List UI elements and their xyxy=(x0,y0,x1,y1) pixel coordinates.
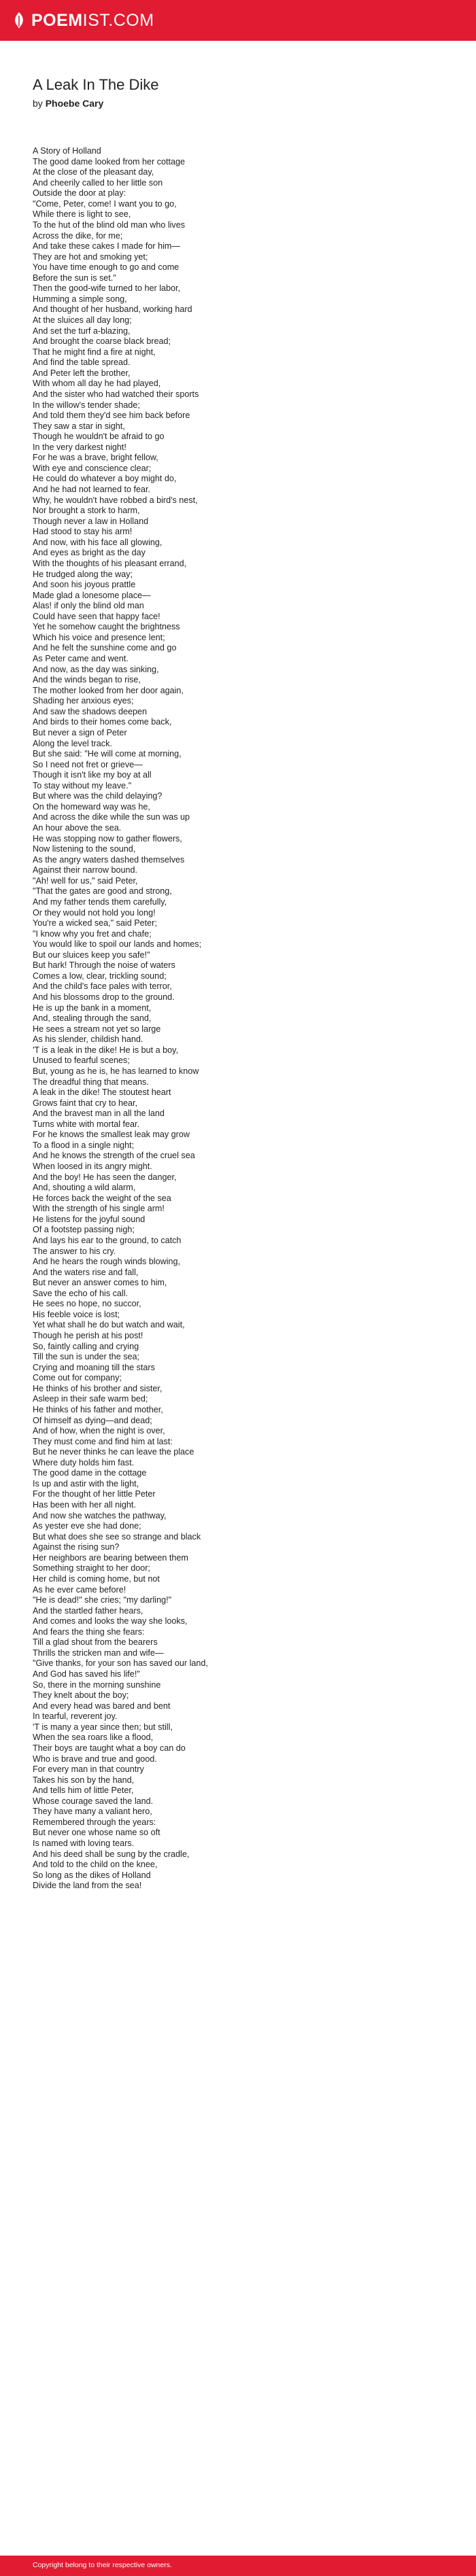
poem-line: Save the echo of his call. xyxy=(33,1288,129,1298)
poem-line: Is up and astir with the light, xyxy=(33,1478,139,1489)
poem-line: With eye and conscience clear; xyxy=(33,463,152,473)
poem-line: In the very darkest night! xyxy=(33,442,126,452)
poem-line: That he might find a fire at night, xyxy=(33,347,156,357)
poem-line: And told them they'd see him back before xyxy=(33,411,190,421)
poem-line: The good dame in the cottage xyxy=(33,1468,147,1478)
poem-line: Come out for company; xyxy=(33,1373,122,1383)
poem-line: On the homeward way was he, xyxy=(33,801,150,812)
poem-line: And lays his ear to the ground, to catch xyxy=(33,1235,182,1245)
poem-line: To a flood in a single night; xyxy=(33,1140,135,1150)
poem-line: A Story of Holland xyxy=(33,146,101,156)
poem-line: Of a footstep passing nigh; xyxy=(33,1225,135,1235)
poem-body xyxy=(33,146,454,1892)
poem-line: And cheerily called to her little son xyxy=(33,177,163,188)
poem-line: He listens for the joyful sound xyxy=(33,1214,146,1224)
poem-line: They saw a star in sight, xyxy=(33,421,125,431)
poem-line: And every head was bared and bent xyxy=(33,1701,171,1711)
poem-line: While there is light to see, xyxy=(33,209,131,220)
poem-line: In the willow's tender shade; xyxy=(33,400,140,410)
poem-line: And told to the child on the knee, xyxy=(33,1860,158,1870)
poem-line: He trudged along the way; xyxy=(33,569,133,579)
poem-line: But never one whose name so oft xyxy=(33,1828,160,1838)
poem-line: And find the table spread. xyxy=(33,358,131,368)
poem-line: And my father tends them carefully, xyxy=(33,897,167,907)
poem-line: And his deed shall be sung by the cradle, xyxy=(33,1849,190,1859)
poem-line: So, faintly calling and crying xyxy=(33,1341,139,1351)
poem-line: And now, with his face all glowing, xyxy=(33,537,163,547)
poem-line: And across the dike while the sun was up xyxy=(33,812,190,822)
poem-line: You have time enough to go and come xyxy=(33,262,180,273)
poem-line: Though never a law in Holland xyxy=(33,516,149,526)
poem-line: And fears the thing she fears: xyxy=(33,1626,145,1637)
poem-line: "I know why you fret and chafe; xyxy=(33,928,152,939)
poem-line: And the startled father hears, xyxy=(33,1605,143,1616)
poem-line: Why, he wouldn't have robbed a bird's nest, xyxy=(33,495,198,505)
poem-line: And he knows the strength of the cruel sea xyxy=(33,1151,195,1161)
poem-line: Till a glad shout from the bearers xyxy=(33,1637,158,1648)
poem-line: They are hot and smoking yet; xyxy=(33,251,148,262)
poem-line: Though he wouldn't be afraid to go xyxy=(33,432,165,442)
poem-line: But, young as he is, he has learned to know xyxy=(33,1066,199,1076)
poem-line: As he ever came before! xyxy=(33,1584,126,1595)
poem-line: He is up the bank in a moment, xyxy=(33,1003,152,1013)
poem-line: Of himself as dying—and dead; xyxy=(33,1415,152,1425)
poem-line: And now she watches the pathway, xyxy=(33,1510,167,1520)
poem-line: Her neighbors are bearing between them xyxy=(33,1552,188,1563)
poem-line: The answer to his cry. xyxy=(33,1246,116,1256)
poem-line: For he knows the smallest leak may grow xyxy=(33,1130,190,1140)
poem-line: And the child's face pales with terror, xyxy=(33,981,172,992)
poem-line: Made glad a lonesome place— xyxy=(33,590,151,600)
poem-line: As his slender, childish hand. xyxy=(33,1034,143,1045)
poem-line: And the waters rise and fall, xyxy=(33,1267,139,1277)
poem-line: He was stopping now to gather flowers, xyxy=(33,833,182,843)
poem-line: And Peter left the brother, xyxy=(33,368,131,378)
poem-line: But where was the child delaying? xyxy=(33,791,163,801)
poem-line: For every man in that country xyxy=(33,1764,144,1775)
copyright-text: Copyright belong to their respective owners. xyxy=(33,2561,172,2569)
poem-line: For the thought of her little Peter xyxy=(33,1489,156,1499)
poem-line: They knelt about the boy; xyxy=(33,1690,129,1701)
poem-line: And, shouting a wild alarm, xyxy=(33,1183,136,1193)
poem-line: An hour above the sea. xyxy=(33,823,122,833)
poem-line: So long as the dikes of Holland xyxy=(33,1870,151,1880)
poem-line: And take these cakes I made for him— xyxy=(33,241,180,251)
poem-line: With the strength of his single arm! xyxy=(33,1204,165,1214)
poem-line: So I need not fret or grieve— xyxy=(33,759,143,769)
poem-line: You're a wicked sea," said Peter; xyxy=(33,918,157,928)
poem-byline xyxy=(33,98,103,109)
quill-icon xyxy=(12,12,26,29)
poem-line: And of how, when the night is over, xyxy=(33,1426,165,1436)
poem-line: You would like to spoil our lands and homes; xyxy=(33,939,202,950)
poem-line: At the close of the pleasant day, xyxy=(33,167,154,177)
poem-line: The dreadful thing that means. xyxy=(33,1077,149,1087)
poem-title: A Leak In The Dike xyxy=(33,76,159,93)
poem-line: Takes his son by the hand, xyxy=(33,1775,135,1785)
poem-line: And eyes as bright as the day xyxy=(33,548,146,558)
poem-line: But what does she see so strange and black xyxy=(33,1531,201,1542)
poem-line: Has been with her all night. xyxy=(33,1500,136,1510)
poem-line: Humming a simple song, xyxy=(33,294,127,304)
poem-line: Against the rising sun? xyxy=(33,1542,120,1552)
poem-line: Something straight to her door; xyxy=(33,1563,150,1573)
poem-line: Though he perish at his post! xyxy=(33,1331,143,1340)
poem-line: And he hears the rough winds blowing, xyxy=(33,1257,181,1267)
poem-line: He thinks of his father and mother, xyxy=(33,1404,163,1414)
poem-line: With the thoughts of his pleasant errand, xyxy=(33,558,187,568)
poem-line: Is named with loving tears. xyxy=(33,1839,135,1848)
poem-line: They must come and find him at last: xyxy=(33,1436,173,1446)
poem-line: Their boys are taught what a boy can do xyxy=(33,1743,186,1753)
poem-line: Turns white with mortal fear. xyxy=(33,1119,140,1129)
poem-line: But he never thinks he can leave the place xyxy=(33,1447,194,1457)
poem-line: The good dame looked from her cottage xyxy=(33,156,186,167)
poem-line: He forces back the weight of the sea xyxy=(33,1193,171,1203)
poem-line: But she said: "He will come at morning, xyxy=(33,749,182,759)
poem-line: Asleep in their safe warm bed; xyxy=(33,1394,148,1404)
poem-line: Where duty holds him fast. xyxy=(33,1457,135,1467)
poem-line: Outside the door at play: xyxy=(33,188,126,198)
poem-line: As Peter came and went. xyxy=(33,654,129,663)
poem-line: Comes a low, clear, trickling sound; xyxy=(33,971,167,981)
poem-line: At the sluices all day long; xyxy=(33,315,132,325)
poem-line: Before the sun is set." xyxy=(33,273,116,283)
poem-line: And birds to their homes come back, xyxy=(33,717,172,727)
poem-line: And now, as the day was sinking, xyxy=(33,664,159,674)
poem-line: Across the dike, for me; xyxy=(33,230,123,241)
poem-line: He sees a stream not yet so large xyxy=(33,1024,161,1034)
poem-line: And tells him of little Peter, xyxy=(33,1786,134,1796)
poem-line: And, stealing through the sand, xyxy=(33,1013,152,1024)
poem-line: A leak in the dike! The stoutest heart xyxy=(33,1087,171,1098)
poem-line: Remembered through the years: xyxy=(33,1817,156,1827)
poem-line: And his blossoms drop to the ground. xyxy=(33,992,175,1002)
poem-line: Or they would not hold you long! xyxy=(33,907,156,918)
by-label: by xyxy=(33,98,43,109)
poem-line: The mother looked from her door again, xyxy=(33,685,184,695)
poem-line: Nor brought a stork to harm, xyxy=(33,506,140,516)
author-link[interactable]: Phoebe Cary xyxy=(45,98,104,109)
poem-line: Though it isn't like my boy at all xyxy=(33,770,152,780)
poem-line: And he had not learned to fear. xyxy=(33,485,150,494)
poem-line: 'T is many a year since then; but still, xyxy=(33,1722,173,1732)
poem-line: And the sister who had watched their sports xyxy=(33,389,199,399)
poem-line: Shading her anxious eyes; xyxy=(33,696,134,706)
poem-line: But our sluices keep you safe!" xyxy=(33,950,150,960)
poem-line: Along the level track. xyxy=(33,738,112,748)
poem-line: He thinks of his brother and sister, xyxy=(33,1383,163,1393)
poem-line: And thought of her husband, working hard xyxy=(33,304,192,315)
poem-line: Now listening to the sound, xyxy=(33,844,136,854)
poem-line: To the hut of the blind old man who lives xyxy=(33,220,186,230)
poem-line: Unused to fearful scenes; xyxy=(33,1056,130,1066)
poem-line: Alas! if only the blind old man xyxy=(33,601,144,611)
site-header xyxy=(0,0,476,41)
poem-line: He could do whatever a boy might do, xyxy=(33,474,177,484)
poem-line: So, there in the morning sunshine xyxy=(33,1679,161,1690)
poem-line: When loosed in its angry might. xyxy=(33,1162,152,1171)
poem-line: Her child is coming home, but not xyxy=(33,1573,160,1584)
poem-line: Yet what shall he do but watch and wait, xyxy=(33,1320,185,1330)
poem-line: To stay without my leave." xyxy=(33,780,132,790)
poem-line: And saw the shadows deepen xyxy=(33,706,148,716)
poem-line: "Come, Peter, come! I want you to go, xyxy=(33,198,177,209)
poem-line: Whose courage saved the land. xyxy=(33,1796,154,1806)
poem-line: And he felt the sunshine come and go xyxy=(33,643,177,653)
site-footer xyxy=(0,2556,476,2576)
poem-line: When the sea roars like a flood, xyxy=(33,1733,154,1743)
poem-line: Yet he somehow caught the brightness xyxy=(33,622,180,632)
poem-line: His feeble voice is lost; xyxy=(33,1309,120,1319)
poem-line: Which his voice and presence lent; xyxy=(33,632,165,642)
poem-line: And the boy! He has seen the danger, xyxy=(33,1172,177,1182)
poem-line: Thrills the stricken man and wife— xyxy=(33,1648,164,1658)
poem-line: Divide the land from the sea! xyxy=(33,1881,142,1891)
poem-line: Grows faint that cry to hear, xyxy=(33,1098,137,1108)
poem-line: "That the gates are good and strong, xyxy=(33,886,172,897)
poem-line: And comes and looks the way she looks, xyxy=(33,1616,188,1626)
poem-line: 'T is a leak in the dike! He is but a boy, xyxy=(33,1045,179,1055)
poem-line: But never an answer comes to him, xyxy=(33,1278,167,1288)
poem-line: "Ah! well for us," said Peter, xyxy=(33,875,138,886)
poem-line: And brought the coarse black bread; xyxy=(33,336,171,347)
poem-line: "He is dead!" she cries; "my darling!" xyxy=(33,1595,172,1605)
poem-line: He sees no hope, no succor, xyxy=(33,1299,141,1309)
poem-line: For he was a brave, bright fellow, xyxy=(33,453,158,463)
poem-line: With whom all day he had played, xyxy=(33,379,161,389)
poem-line: They have many a valiant hero, xyxy=(33,1807,152,1817)
poem-line: "Give thanks, for your son has saved our land, xyxy=(33,1658,208,1669)
poem-line: Who is brave and true and good. xyxy=(33,1754,157,1764)
poem-line: Till the sun is under the sea; xyxy=(33,1352,140,1362)
poem-line: But hark! Through the noise of waters xyxy=(33,960,175,971)
poem-line: And the bravest man in all the land xyxy=(33,1109,165,1119)
poem-line: And soon his joyous prattle xyxy=(33,580,136,590)
poem-line: And the winds began to rise, xyxy=(33,675,141,685)
poem-line: And set the turf a-blazing, xyxy=(33,326,131,336)
poem-line: But never a sign of Peter xyxy=(33,727,127,737)
logo-text: POEMIST.COM xyxy=(31,10,154,30)
poem-line: Crying and moaning till the stars xyxy=(33,1362,155,1372)
poem-line: And God has saved his life!" xyxy=(33,1669,140,1679)
poem-line: As yester eve she had done; xyxy=(33,1521,141,1531)
poem-line: Then the good-wife turned to her labor, xyxy=(33,283,181,294)
site-logo[interactable] xyxy=(12,9,154,32)
poem-line: Against their narrow bound. xyxy=(33,865,138,875)
poem-line: In tearful, reverent joy. xyxy=(33,1711,118,1722)
poem-line: As the angry waters dashed themselves xyxy=(33,854,185,865)
poem-line: Had stood to stay his arm! xyxy=(33,527,133,537)
poem-line: Could have seen that happy face! xyxy=(33,611,160,621)
